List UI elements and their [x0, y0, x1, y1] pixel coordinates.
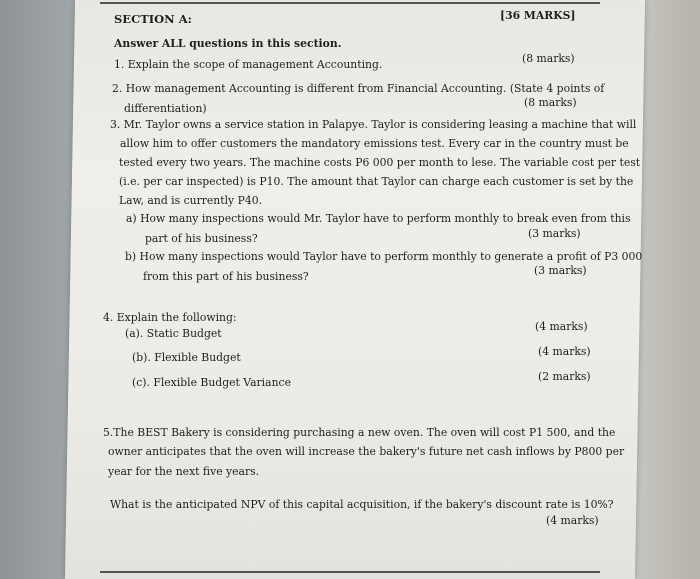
question-3b-line-1: b) How many inspections would Taylor have to perform monthly to generate a profit of P3 000	[125, 250, 643, 263]
question-5-line-2: owner anticipates that the oven will increase the bakery's future net cash inflows by P800 per	[108, 445, 625, 458]
question-4b-marks: (4 marks)	[538, 345, 591, 358]
question-2-marks: (8 marks)	[524, 96, 577, 109]
question-2-line-1: 2. How management Accounting is different from Financial Accounting. (State 4 points of	[112, 82, 605, 95]
question-3a-line-2: part of his business?	[145, 232, 258, 245]
question-4a: (a). Static Budget	[125, 327, 222, 340]
instruction: Answer ALL questions in this section.	[114, 37, 342, 50]
total-marks: [36 MARKS]	[500, 9, 576, 22]
question-5-marks: (4 marks)	[546, 514, 599, 527]
question-3-line-2: allow him to offer customers the mandatory emissions test. Every car in the country must be	[120, 137, 629, 150]
question-5-line-3: year for the next five years.	[108, 465, 260, 478]
question-5-question: What is the anticipated NPV of this capital acquisition, if the bakery's discount rate is 10%?	[110, 498, 614, 511]
question-2-line-2: differentiation)	[124, 102, 207, 115]
question-1-marks: (8 marks)	[522, 52, 575, 65]
question-4a-marks: (4 marks)	[535, 320, 588, 333]
question-4c-marks: (2 marks)	[538, 370, 591, 383]
question-4c: (c). Flexible Budget Variance	[132, 376, 291, 389]
question-3-line-5: Law, and is currently P40.	[119, 194, 263, 207]
question-4-title: 4. Explain the following:	[103, 311, 237, 324]
question-3-line-3: tested every two years. The machine costs P6 000 per month to lese. The variable cost per test	[119, 156, 641, 169]
question-3-line-4: (i.e. per car inspected) is P10. The amount that Taylor can charge each customer is set by the	[119, 175, 634, 188]
question-3a-marks: (3 marks)	[528, 227, 581, 240]
section-title: SECTION A:	[114, 12, 192, 26]
question-3b-line-2: from this part of his business?	[143, 270, 309, 283]
question-3-line-1: 3. Mr. Taylor owns a service station in Palapye. Taylor is considering leasing a machine that will	[110, 118, 637, 131]
top-rule	[100, 2, 600, 4]
question-5-line-1: 5.The BEST Bakery is considering purchasing a new oven. The oven will cost P1 500, and the	[103, 426, 616, 439]
question-3b-marks: (3 marks)	[534, 264, 587, 277]
question-4b: (b). Flexible Budget	[132, 351, 241, 364]
question-3a-line-1: a) How many inspections would Mr. Taylor have to perform monthly to break even from this	[126, 212, 631, 225]
question-1: 1. Explain the scope of management Accounting.	[114, 58, 383, 71]
bottom-rule	[100, 571, 600, 573]
